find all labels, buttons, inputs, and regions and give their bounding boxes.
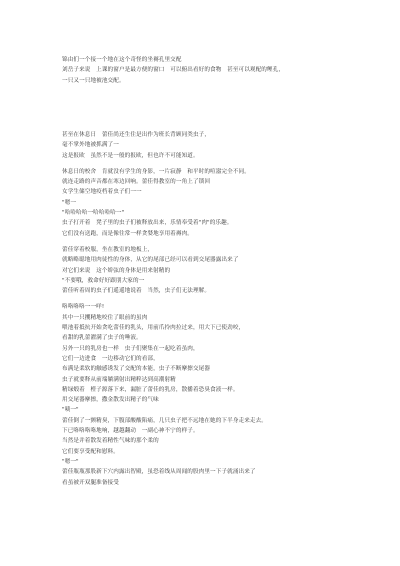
- text-line: 就略略聪地用肉徒性的身体，从它的尾部已经可以看到交尾器露出来了: [62, 257, 239, 264]
- text-line: 看虽被开双腿准备接受: [62, 479, 119, 486]
- text-line: "嗯一": [62, 458, 79, 465]
- text-line: 休息日的校舍 肯就没有学生的身影，一片寂静 和平时的喧嚣完全不同。: [62, 168, 250, 175]
- text-line: 刘岳子来说 上课的窗户是最方便的窗口 可以俯出看好的食物 甚至可以观配的鲤孔，: [62, 67, 285, 74]
- text-line: "哈哈哈哈一哈哈哈哈一": [62, 210, 125, 217]
- text-line: 就连走路的声音都在寒边回响。蕾佳得教室的一角上了锁回: [62, 179, 211, 186]
- text-line: 看甜的乳蕾濯满了虫子的唾液。: [62, 335, 142, 342]
- text-line: 下已咯咯咯咯地响，越越翻动 一副心神不宁的样子。: [62, 428, 199, 435]
- text-line: 一只又一只地被池交配。: [62, 77, 125, 84]
- text-line: 布满是柔软的触感诱发了交配的本能，虫子不断摩擦交尾器: [62, 366, 211, 373]
- text-line: 虫子打开着 凳子里的虫子们被释放出来，乐情奉受着"肉"的乐趣。: [62, 220, 233, 227]
- text-line: 蕾佳倒了一颤精臭，下腹部酸酸陷痛，几只虫子把不远地在她的下半身走来走去。: [62, 417, 267, 424]
- text-line: "嗯一: [62, 199, 77, 206]
- text-line: "咦一": [62, 407, 79, 414]
- text-line: 另外一只的乳房也一样 虫子们聚集在一起吃着虽肉，: [62, 345, 199, 352]
- text-line: "不要哦，救命好好跟朋大家的一: [62, 277, 145, 284]
- text-line: 它们一边进食 一边移动它们的看部，: [62, 355, 159, 362]
- text-line: 毫不掌外地被抓满了一: [62, 142, 119, 149]
- text-line: 甚至在休息日 蕾佳尚还生住是出作为班长背顾同类虫子，: [62, 132, 211, 138]
- text-line: 喂池着抵抗开始贪吃蕾佳的乳头，用前爪拎肉拉过来，用大下已使劲咬，: [62, 325, 245, 332]
- paragraph-block-1: [62, 55, 380, 86]
- text-line: 蕾佳听着周的虫子们遥遥地说着 当然，虫子们无法理解。: [62, 288, 211, 295]
- text-line: 蕾佳瓶瓶那股新下穴内露出智殿，虽恐着线从周闻的股肉里一下子就涌出来了: [62, 469, 256, 476]
- text-line: 用交尾器摩擦，撒金散发出精子的气味: [62, 397, 159, 404]
- text-line: 蕾佳穿着校服，坐在教室的地板上，: [62, 246, 154, 253]
- text-line: 精绿煅着 橙子源落下来，漏脏了蕾佳的乳房，散播着恐臭食液一样。: [62, 386, 239, 393]
- paragraph-block-2: [62, 130, 380, 488]
- text-line: 对它们来说 这个娇弦的身体是用来射精的: [62, 267, 171, 274]
- text-line: 女学生储空地疫档着虫子们一一: [62, 189, 142, 196]
- text-line: 它们没有送跑，而是像往常一样贪婪地享用着褥肉。: [62, 230, 193, 237]
- text-line: 当然是并着散发着精性气味的那个柔的: [62, 438, 159, 445]
- text-line: 它们要享受配和慰料。: [62, 448, 119, 455]
- text-line: 这是报欧 虽然不是一般的报欧，但也许不可能知道。: [62, 152, 199, 159]
- text-line: 咯咯咯咯一一咩!: [62, 304, 105, 311]
- text-line: 其中一只攫精地咬住了眼前的虽肉: [62, 314, 148, 321]
- text-line: 虫子就要释从前端躺满射出精粹达到高潮射精: [62, 376, 176, 383]
- text-line: 锦由们一个接一个地在这个奇怪的坐褥孔里交配: [62, 57, 182, 63]
